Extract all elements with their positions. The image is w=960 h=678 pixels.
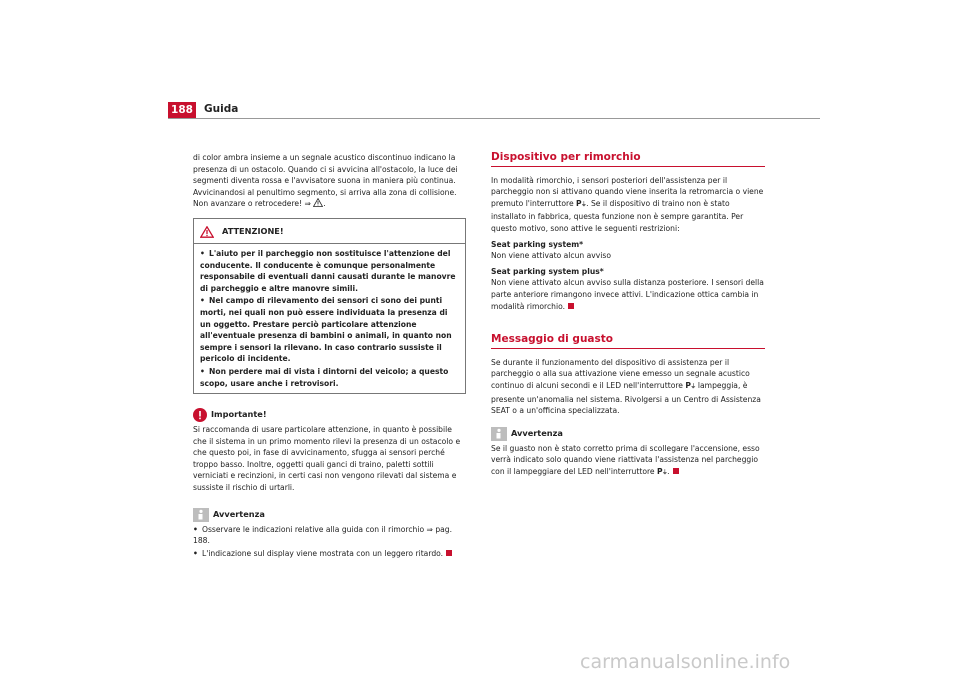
warning-item <box>200 295 459 365</box>
note-block <box>193 508 466 560</box>
warning-list <box>200 248 459 389</box>
note-title: Avvertenza <box>213 508 265 519</box>
section-title-fault: Messaggio di guasto <box>491 334 765 349</box>
fault-note-body: Se il guasto non è stato corretto prima di scollegare l'accensione, esso verrà indicato solo quando viene riattivata l'assistenza nel parcheggio con il lampeggiare del LED nell'interruttore <box>491 443 760 476</box>
end-mark-icon <box>446 550 452 556</box>
warning-box <box>193 218 466 394</box>
info-hand-icon <box>491 427 507 441</box>
warning-item <box>200 248 459 294</box>
parking-switch-icon: P⏚ <box>657 466 668 476</box>
left-column <box>193 152 466 560</box>
ref-arrow-icon: ⇒ <box>426 524 433 534</box>
subtext-plus-text: Non viene attivato alcun avviso sulla distanza posteriore. I sensori della parte anteriore rimangono invece attivi. L'indicazione ottica cambia in modalità rimorchio. <box>491 278 764 311</box>
bullet-icon: • <box>200 248 205 258</box>
subheading-seat-parking-plus: Seat parking system plus* <box>491 266 604 276</box>
trailer-paragraph <box>491 175 765 235</box>
warning-item-text: Non perdere mai di vista i dintorni del veicolo; a questo scopo, usare anche i retrovisori. <box>200 366 449 388</box>
bullet-icon: • <box>200 366 205 376</box>
fault-text-a: Se durante il funzionamento del dispositivo di assistenza per il parcheggio o alla sua attivazione viene emesso un segnale acustico continuo di alcuni secondi e il LED nell'interruttore <box>491 357 750 390</box>
subheading-seat-parking: Seat parking system* <box>491 239 584 249</box>
warning-ref-icon <box>313 198 323 207</box>
note-header <box>193 508 466 522</box>
trailer-text-a: In modalità rimorchio, i sensori posteriori dell'assistenza per il parcheggio non si attivano quando viene inserita la retromarcia o viene premuto l'interruttore <box>491 175 764 208</box>
warning-item-text: Nel campo di rilevamento dei sensori ci sono dei punti morti, nei quali non può essere individuata la presenza di un oggetto. Prestare perciò particolare attenzione all'eventuale presenza di bambini o animali, in quanto non sempre i sensori la rilevano. In caso contrario sussiste il pericolo di incidente. <box>200 296 452 364</box>
important-text: Si raccomanda di usare particolare attenzione, in quanto è possibile che il sistema in un primo momento rilevi la presenza di un ostacolo e che questo poi, in fase di avvicinamento, sfugga ai sensori perché troppo basso. Inoltre, oggetti quali ganci di traino, paletti sottili verniciati e recinzioni, in certi casi non vengono rilevati dal sistema e sussiste il rischio di urtarli. <box>193 425 461 493</box>
parking-switch-icon: P⏚ <box>685 380 696 390</box>
parking-switch-icon: P⏚ <box>576 198 587 208</box>
end-mark-icon <box>673 468 679 474</box>
exclamation-circle-icon <box>193 408 207 422</box>
page-number: 188 <box>168 102 196 118</box>
intro-paragraph: di color ambra insieme a un segnale acustico discontinuo indicano la presenza di un ostacolo. Quando ci si avvicina all'ostacolo, la luce dei segmenti diventa rossa e l'avvisatore suona in maniera più continua. Avvicinandosi al penultimo segmento, si arriva alla zona di collisione. Non avanzare o retrocedere! ⇒ . <box>193 153 458 209</box>
warning-title: ATTENZIONE! <box>222 226 284 237</box>
section-title-trailer: Dispositivo per rimorchio <box>491 152 765 167</box>
end-mark-icon <box>568 303 574 309</box>
watermark: carmanualsonline.info <box>580 651 791 673</box>
bullet-icon: • <box>193 548 198 558</box>
important-block <box>193 408 466 494</box>
warning-triangle-icon <box>200 226 214 238</box>
note-item-text: Osservare le indicazioni relative alla guida con il rimorchio <box>202 524 425 534</box>
fault-text-b: lampeggia, è presente un'anomalia nel sistema. Rivolgersi a un Centro di Assistenza SEAT o a un'officina specializzata. <box>491 380 761 416</box>
important-title: Importante! <box>211 409 267 420</box>
right-column <box>491 152 765 479</box>
ref-arrow-icon: ⇒ <box>304 199 311 209</box>
fault-note-block <box>491 427 765 480</box>
fault-note-title: Avvertenza <box>511 427 563 438</box>
header-title: Guida <box>204 103 239 115</box>
warning-item <box>200 366 459 389</box>
note-item <box>193 548 466 560</box>
important-header <box>193 408 466 422</box>
subtext-seat-parking: Non viene attivato alcun avviso <box>491 251 611 261</box>
fault-note-header <box>491 427 765 441</box>
trailer-text-b: . Se il dispositivo di traino non è stato installato in fabbrica, questa funzione non è sempre garantita. Per questo motivo, sono attive le seguenti restrizioni: <box>491 198 744 233</box>
note-item-text: L'indicazione sul display viene mostrata con un leggero ritardo. <box>202 548 444 558</box>
subtext-seat-parking-plus <box>491 277 765 312</box>
header-rule <box>168 118 820 119</box>
note-item <box>193 524 466 547</box>
warning-item-text: L'aiuto per il parcheggio non sostituisce l'attenzione del conducente. Il conducente è comunque personalmente responsabile di eventuali danni causati durante le manovre di parcheggio e altre manovre simili. <box>200 248 456 293</box>
warning-box-header <box>194 223 465 244</box>
bullet-icon: • <box>200 296 205 306</box>
info-hand-icon <box>193 508 209 522</box>
fault-note-text: Se il guasto non è stato corretto prima di scollegare l'accensione, esso verrà indicato solo quando viene riattivata l'assistenza nel parcheggio con il lampeggiare del LED nell'interruttore P⏚. <box>491 443 760 476</box>
bullet-icon: • <box>193 524 198 534</box>
intro-text: di color ambra insieme a un segnale acustico discontinuo indicano la presenza di un ostacolo. Quando ci si avvicina all'ostacolo, la luce dei segmenti diventa rossa e l'avvisatore suona in maniera più continua. Avvicinandosi al penultimo segmento, si arriva alla zona di collisione. Non avanzare o retrocedere! <box>193 153 458 209</box>
note-list <box>193 524 466 560</box>
fault-paragraph <box>491 357 765 417</box>
page-ref-link[interactable]: pag. 188. <box>193 524 453 546</box>
